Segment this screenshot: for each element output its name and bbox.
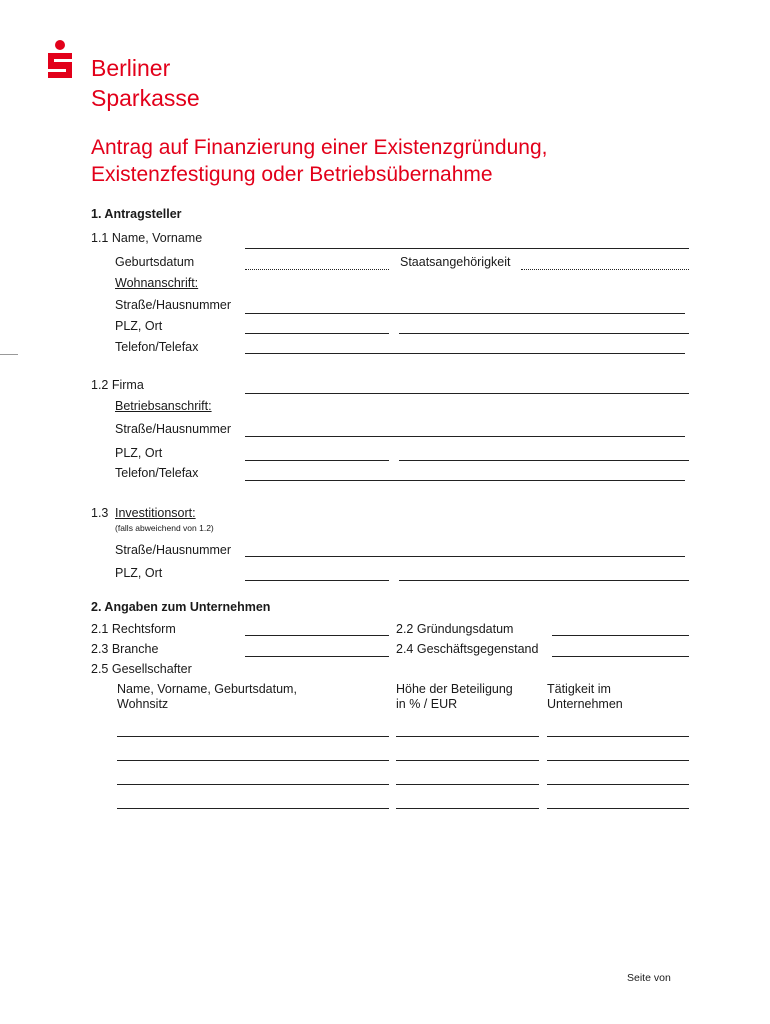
partner-row-3-role-field[interactable] [547, 784, 689, 785]
form-title-line1: Antrag auf Finanzierung einer Existenzgründung, [91, 136, 548, 159]
name-field[interactable] [245, 248, 689, 249]
phone-label: Telefon/Telefax [115, 340, 199, 354]
nationality-label: Staatsangehörigkeit [400, 255, 511, 269]
investment-street-label: Straße/Hausnummer [115, 543, 232, 557]
legal-form-field[interactable] [245, 635, 389, 636]
partner-row-4-role-field[interactable] [547, 808, 689, 809]
sparkasse-s-logo-icon [44, 40, 76, 82]
partners-col3-header-line1: Tätigkeit im [547, 682, 611, 696]
investment-street-field[interactable] [245, 556, 685, 557]
residence-address-label: Wohnanschrift: [115, 276, 199, 290]
partner-row-2-name-field[interactable] [117, 760, 389, 761]
industry-label: 2.3 Branche [91, 642, 159, 656]
business-street-field[interactable] [245, 436, 685, 437]
investment-location-note: (falls abweichend von 1.2) [115, 523, 214, 533]
legal-form-label: 2.1 Rechtsform [91, 622, 176, 636]
partners-col3-header-line2: Unternehmen [547, 697, 623, 711]
city-field[interactable] [399, 333, 689, 334]
birthdate-field[interactable] [245, 269, 389, 270]
partners-col2-header-line1: Höhe der Beteiligung [396, 682, 513, 696]
business-purpose-field[interactable] [552, 656, 689, 657]
partner-row-4-share-field[interactable] [396, 808, 539, 809]
investment-zip-field[interactable] [245, 580, 389, 581]
partner-row-1-share-field[interactable] [396, 736, 539, 737]
phone-field[interactable] [245, 353, 685, 354]
investment-city-field[interactable] [399, 580, 689, 581]
partners-label: 2.5 Gesellschafter [91, 662, 192, 676]
partner-row-2-share-field[interactable] [396, 760, 539, 761]
investment-zip-city-label: PLZ, Ort [115, 566, 163, 580]
partner-row-2-role-field[interactable] [547, 760, 689, 761]
investment-location-label: Investitionsort: [115, 506, 196, 520]
industry-field[interactable] [245, 656, 389, 657]
partners-col1-header-line2: Wohnsitz [117, 697, 169, 711]
partner-row-1-name-field[interactable] [117, 736, 389, 737]
founding-date-field[interactable] [552, 635, 689, 636]
partner-row-3-name-field[interactable] [117, 784, 389, 785]
street-label: Straße/Hausnummer [115, 298, 232, 312]
partner-row-1-role-field[interactable] [547, 736, 689, 737]
business-purpose-label: 2.4 Geschäftsgegenstand [396, 642, 539, 656]
partners-col1-header-line1: Name, Vorname, Geburtsdatum, [117, 682, 297, 696]
zip-city-label: PLZ, Ort [115, 319, 163, 333]
page-number-label: Seite von [627, 972, 671, 984]
zip-field[interactable] [245, 333, 389, 334]
business-address-label: Betriebsanschrift: [115, 399, 212, 413]
business-phone-field[interactable] [245, 480, 685, 481]
founding-date-label: 2.2 Gründungsdatum [396, 622, 514, 636]
investment-number: 1.3 [91, 506, 109, 520]
margin-fold-mark [0, 354, 18, 355]
street-field[interactable] [245, 313, 685, 314]
partner-row-3-share-field[interactable] [396, 784, 539, 785]
partner-row-4-name-field[interactable] [117, 808, 389, 809]
form-title-line2: Existenzfestigung oder Betriebsübernahme [91, 163, 493, 186]
brand-line1: Berliner [91, 55, 171, 81]
nationality-field[interactable] [521, 269, 689, 270]
business-phone-label: Telefon/Telefax [115, 466, 199, 480]
business-street-label: Straße/Hausnummer [115, 422, 232, 436]
section-2-heading: 2. Angaben zum Unternehmen [91, 600, 271, 614]
birthdate-label: Geburtsdatum [115, 255, 195, 269]
name-label: 1.1 Name, Vorname [91, 231, 203, 245]
brand-line2: Sparkasse [91, 85, 200, 111]
business-zip-field[interactable] [245, 460, 389, 461]
business-city-field[interactable] [399, 460, 689, 461]
section-1-heading: 1. Antragsteller [91, 207, 182, 221]
business-zip-city-label: PLZ, Ort [115, 446, 163, 460]
partners-col2-header-line2: in % / EUR [396, 697, 458, 711]
company-label: 1.2 Firma [91, 378, 144, 392]
company-field[interactable] [245, 393, 689, 394]
